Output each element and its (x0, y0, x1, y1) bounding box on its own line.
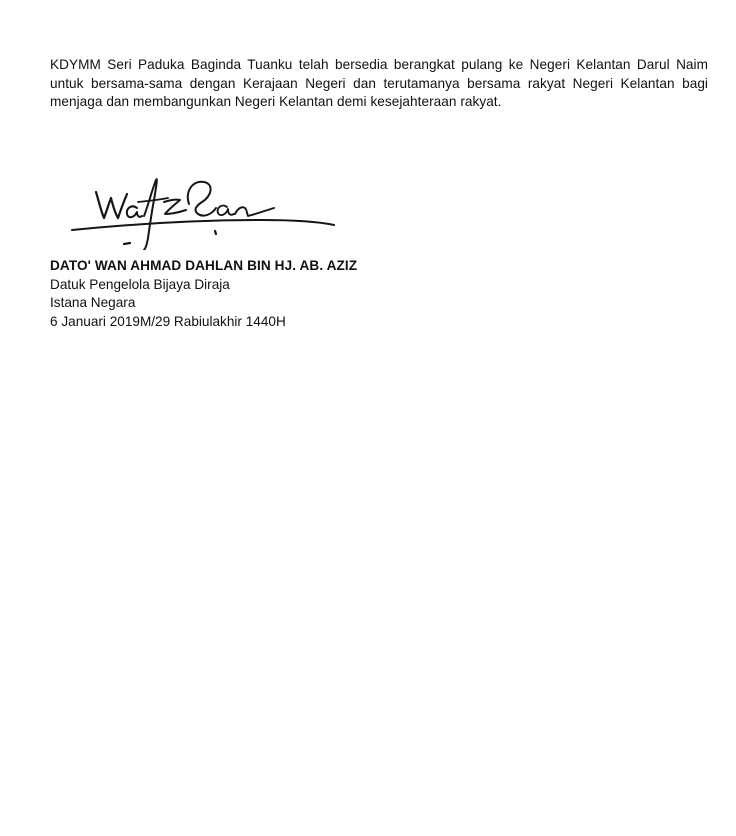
signer-position: Datuk Pengelola Bijaya Diraja (50, 276, 230, 292)
letter-paragraph: KDYMM Seri Paduka Baginda Tuanku telah bersedia berangkat pulang ke Negeri Kelantan Darul Naim untuk bersama-sama dengan Kerajaan Negeri dan terutamanya bersama rakyat Negeri Kelantan bagi menjaga dan membangunkan Negeri Kelantan demi kesejahteraan rakyat. (50, 57, 708, 110)
letter-date: 6 Januari 2019M/29 Rabiulakhir 1440H (50, 313, 286, 329)
signature-block (50, 257, 357, 331)
signer-office: Istana Negara (50, 295, 136, 311)
signer-name: DATO' WAN AHMAD DAHLAN BIN HJ. AB. AZIZ (50, 258, 358, 273)
handwritten-signature-icon (52, 168, 337, 250)
